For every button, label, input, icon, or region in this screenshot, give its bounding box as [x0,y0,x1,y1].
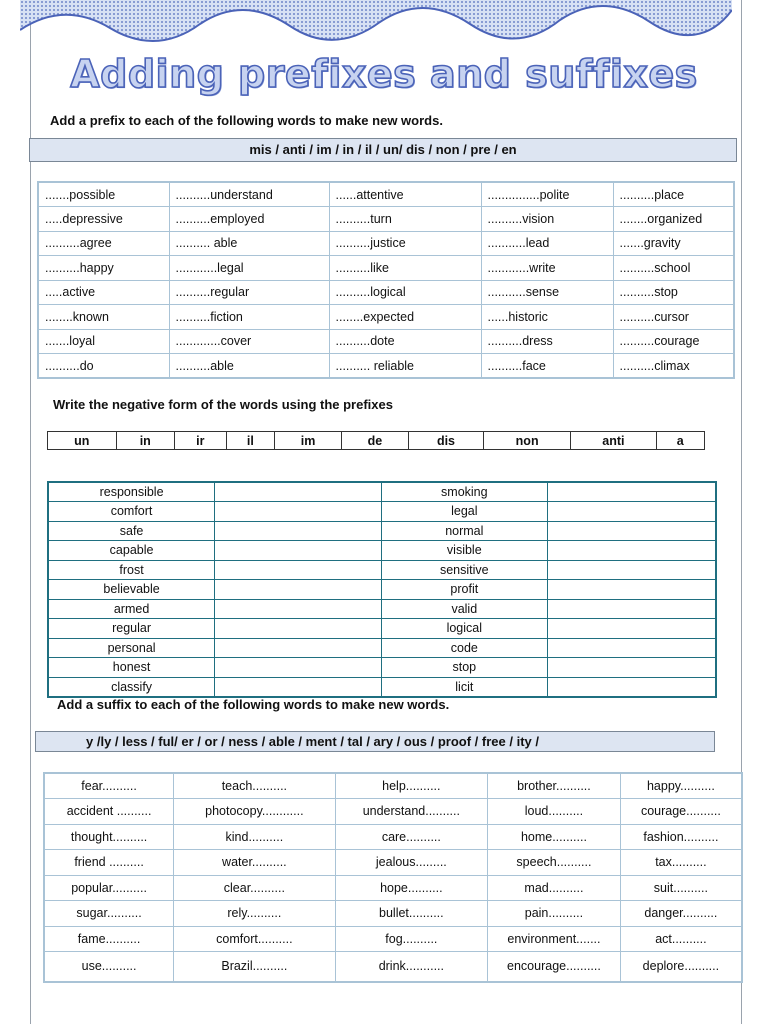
prefix-word-cell[interactable]: .......possible [38,182,169,207]
suffix-word-cell[interactable]: fame.......... [44,926,174,952]
suffix-word-cell[interactable]: fog.......... [335,926,488,952]
suffix-word-cell[interactable]: brother.......... [488,773,621,799]
table-row [44,824,742,850]
base-word-cell: normal [381,521,548,541]
answer-cell[interactable] [548,658,716,678]
prefix-word-cell[interactable]: ..........justice [329,231,481,256]
suffix-word-cell[interactable]: comfort.......... [174,926,335,952]
negative-prefix-cell: dis [408,432,483,450]
table-row [44,799,742,825]
suffix-instruction: Add a suffix to each of the following words to make new words. [57,697,450,712]
base-word-cell: logical [381,619,548,639]
table-row [38,256,734,281]
prefix-word-cell[interactable]: ......attentive [329,182,481,207]
table-row [38,207,734,232]
table-row [48,502,716,522]
negative-prefix-cell: im [275,432,342,450]
answer-cell[interactable] [215,619,381,639]
prefix-word-cell[interactable]: ..........like [329,256,481,281]
suffix-word-cell[interactable]: care.......... [335,824,488,850]
base-word-cell: visible [381,541,548,561]
base-word-cell: armed [48,599,215,619]
prefix-word-cell[interactable]: ..........fiction [169,305,329,330]
suffix-word-cell[interactable]: understand.......... [335,799,488,825]
prefix-word-cell[interactable]: ..........cursor [613,305,734,330]
answer-cell[interactable] [548,580,716,600]
negative-prefix-cell: non [484,432,571,450]
table-row [48,560,716,580]
prefix-word-cell[interactable]: ..........do [38,354,169,379]
negative-prefix-cell: il [226,432,274,450]
answer-cell[interactable] [215,482,381,502]
table-row [38,182,734,207]
negative-prefix-cell: de [341,432,408,450]
prefix-word-cell[interactable]: .......... reliable [329,354,481,379]
suffix-word-cell[interactable]: mad.......... [488,875,621,901]
negative-prefix-cell: a [656,432,704,450]
table-row [48,541,716,561]
suffix-word-cell[interactable]: jealous......... [335,850,488,876]
base-word-cell: comfort [48,502,215,522]
table-row [48,599,716,619]
table-row [38,231,734,256]
prefix-word-cell[interactable]: ...............polite [481,182,613,207]
prefix-word-cell[interactable]: .....active [38,280,169,305]
suffix-word-cell[interactable]: use.......... [44,952,174,982]
suffix-word-cell[interactable]: kind.......... [174,824,335,850]
prefix-word-cell[interactable]: ............write [481,256,613,281]
prefix-word-cell[interactable]: ...........lead [481,231,613,256]
suffix-word-cell[interactable]: bullet.......... [335,901,488,927]
prefix-word-cell[interactable]: ..........vision [481,207,613,232]
prefix-word-cell[interactable]: .......gravity [613,231,734,256]
suffix-word-cell[interactable]: suit.......... [620,875,742,901]
prefix-word-cell[interactable]: ..........dote [329,329,481,354]
prefix-word-cell[interactable]: ......historic [481,305,613,330]
suffix-word-cell[interactable]: drink........... [335,952,488,982]
suffix-word-cell[interactable]: happy.......... [620,773,742,799]
page-title: Adding prefixes and suffixes [70,52,698,96]
prefix-word-cell[interactable]: ..........climax [613,354,734,379]
suffix-word-cell[interactable]: friend .......... [44,850,174,876]
table-row [38,305,734,330]
negative-form-table [47,481,717,698]
base-word-cell: regular [48,619,215,639]
base-word-cell: responsible [48,482,215,502]
base-word-cell: licit [381,677,548,697]
suffix-word-cell[interactable]: loud.......... [488,799,621,825]
table-row [44,773,742,799]
negative-prefix-cell: un [48,432,117,450]
table-row [38,329,734,354]
prefix-word-cell[interactable]: .............cover [169,329,329,354]
table-row [48,521,716,541]
answer-cell[interactable] [548,599,716,619]
base-word-cell: code [381,638,548,658]
suffix-word-cell[interactable]: sugar.......... [44,901,174,927]
suffix-word-cell[interactable]: clear.......... [174,875,335,901]
base-word-cell: believable [48,580,215,600]
negative-prefix-cell: ir [174,432,226,450]
suffix-list-band: y /ly / less / ful/ er / or / ness / able / ment / tal / ary / ous / proof / free / ity / [35,731,715,752]
answer-cell[interactable] [215,560,381,580]
base-word-cell: honest [48,658,215,678]
suffix-word-cell[interactable]: courage.......... [620,799,742,825]
answer-cell[interactable] [548,521,716,541]
base-word-cell: stop [381,658,548,678]
prefix-list-band: mis / anti / im / in / il / un/ dis / non / pre / en [29,138,737,162]
table-row [44,952,742,982]
prefix-word-cell[interactable]: ..........agree [38,231,169,256]
answer-cell[interactable] [548,619,716,639]
table-row [38,354,734,379]
answer-cell[interactable] [548,638,716,658]
answer-cell[interactable] [215,658,381,678]
suffix-word-cell[interactable]: thought.......... [44,824,174,850]
answer-cell[interactable] [548,560,716,580]
suffix-word-cell[interactable]: rely.......... [174,901,335,927]
prefix-word-cell[interactable]: ..........turn [329,207,481,232]
suffix-word-cell[interactable]: act.......... [620,926,742,952]
prefix-word-cell[interactable]: ..........stop [613,280,734,305]
table-row [48,638,716,658]
table-row [44,901,742,927]
answer-cell[interactable] [215,580,381,600]
base-word-cell: frost [48,560,215,580]
answer-cell[interactable] [548,482,716,502]
answer-cell[interactable] [548,541,716,561]
table-row [44,875,742,901]
table-row [48,619,716,639]
negative-prefix-cell: in [116,432,174,450]
prefix-word-cell[interactable]: ..........regular [169,280,329,305]
suffix-word-cell[interactable]: pain.......... [488,901,621,927]
prefix-instruction: Add a prefix to each of the following words to make new words. [50,113,443,128]
suffix-word-cell[interactable]: danger.......... [620,901,742,927]
prefix-word-cell[interactable]: ..........place [613,182,734,207]
suffix-word-cell[interactable]: teach.......... [174,773,335,799]
table-row [48,658,716,678]
suffix-word-cell[interactable]: tax.......... [620,850,742,876]
prefix-word-cell[interactable]: ..........school [613,256,734,281]
negative-prefix-cell: anti [571,432,656,450]
prefix-word-cell[interactable]: ............legal [169,256,329,281]
base-word-cell: classify [48,677,215,697]
table-row [48,677,716,697]
base-word-cell: valid [381,599,548,619]
base-word-cell: capable [48,541,215,561]
prefix-word-cell[interactable]: ..........courage [613,329,734,354]
suffix-word-cell[interactable]: Brazil.......... [174,952,335,982]
suffix-word-cell[interactable]: water.......... [174,850,335,876]
prefix-word-cell[interactable]: ........expected [329,305,481,330]
suffix-word-cell[interactable]: hope.......... [335,875,488,901]
base-word-cell: personal [48,638,215,658]
table-row [44,850,742,876]
wave-banner [20,0,732,60]
table-row [48,580,716,600]
base-word-cell: smoking [381,482,548,502]
suffix-word-cell[interactable]: environment....... [488,926,621,952]
prefix-word-cell[interactable]: ........organized [613,207,734,232]
suffix-table [43,772,743,983]
suffix-word-cell[interactable]: home.......... [488,824,621,850]
prefix-word-cell[interactable]: ..........able [169,354,329,379]
prefix-word-cell[interactable]: ........known [38,305,169,330]
negative-prefix-bar [47,431,705,450]
table-row [44,926,742,952]
answer-cell[interactable] [548,502,716,522]
prefix-word-cell[interactable]: ..........happy [38,256,169,281]
suffix-word-cell[interactable]: help.......... [335,773,488,799]
table-row [48,482,716,502]
answer-cell[interactable] [215,521,381,541]
answer-cell[interactable] [215,599,381,619]
base-word-cell: safe [48,521,215,541]
prefix-word-cell[interactable]: ..........employed [169,207,329,232]
table-row [38,280,734,305]
prefix-word-cell[interactable]: .......... able [169,231,329,256]
prefix-word-cell[interactable]: ..........face [481,354,613,379]
answer-cell[interactable] [548,677,716,697]
prefix-word-cell[interactable]: .....depressive [38,207,169,232]
base-word-cell: sensitive [381,560,548,580]
suffix-word-cell[interactable]: fashion.......... [620,824,742,850]
prefix-word-cell[interactable]: .......loyal [38,329,169,354]
suffix-word-cell[interactable]: fear.......... [44,773,174,799]
base-word-cell: profit [381,580,548,600]
answer-cell[interactable] [215,502,381,522]
base-word-cell: legal [381,502,548,522]
negative-instruction: Write the negative form of the words using the prefixes [53,397,393,412]
suffix-word-cell[interactable]: deplore.......... [620,952,742,982]
prefix-table [37,181,735,379]
prefix-word-cell[interactable]: ..........understand [169,182,329,207]
prefix-word-cell[interactable]: ..........dress [481,329,613,354]
answer-cell[interactable] [215,677,381,697]
answer-cell[interactable] [215,638,381,658]
suffix-word-cell[interactable]: speech.......... [488,850,621,876]
answer-cell[interactable] [215,541,381,561]
prefix-word-cell[interactable]: ..........logical [329,280,481,305]
suffix-word-cell[interactable]: photocopy............ [174,799,335,825]
suffix-word-cell[interactable]: encourage.......... [488,952,621,982]
prefix-word-cell[interactable]: ...........sense [481,280,613,305]
suffix-word-cell[interactable]: popular.......... [44,875,174,901]
suffix-word-cell[interactable]: accident .......... [44,799,174,825]
